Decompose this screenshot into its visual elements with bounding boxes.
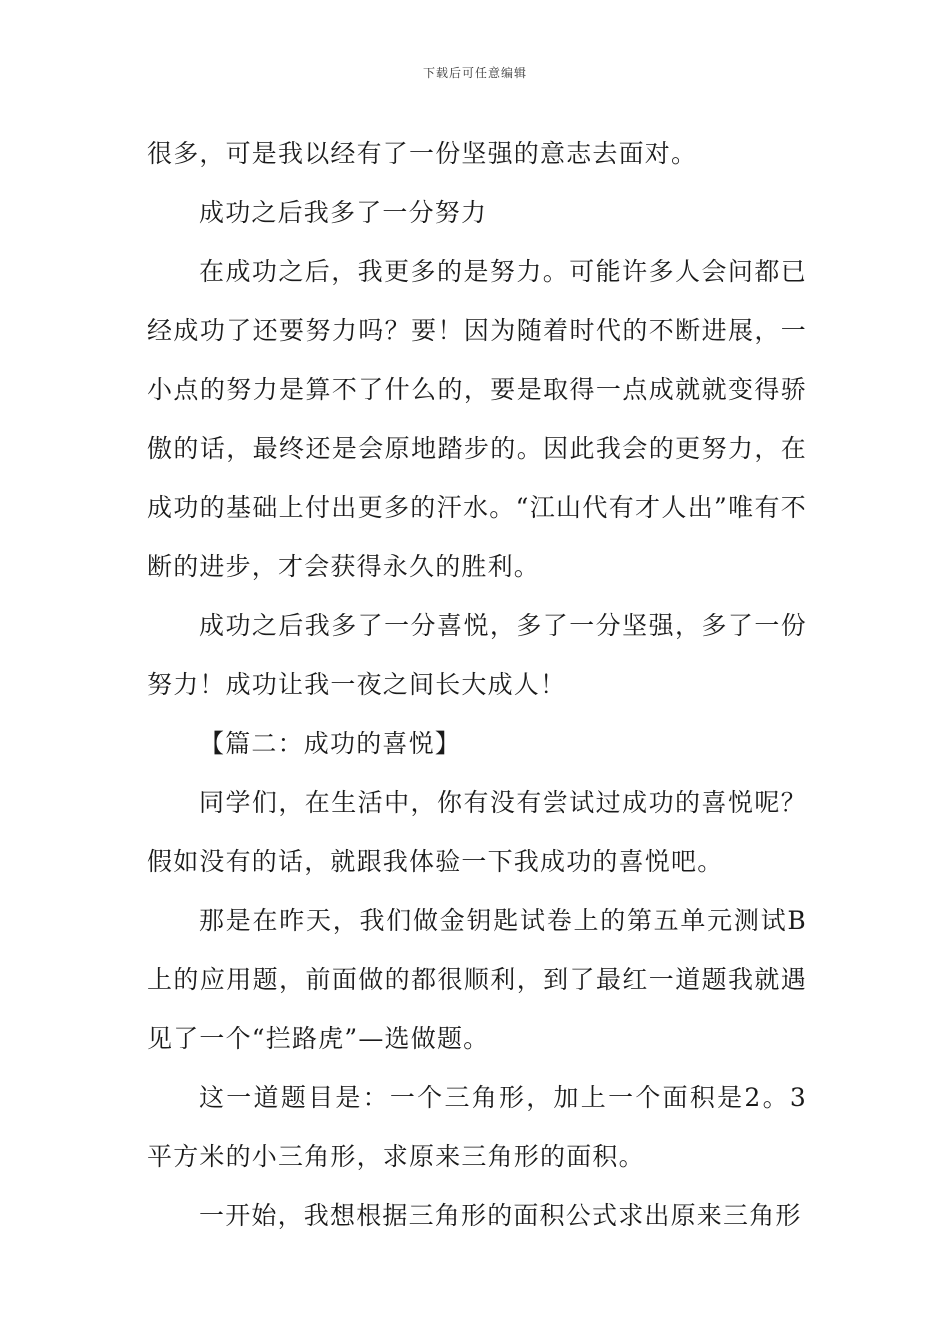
paragraph-intro: 同学们，在生活中，你有没有尝试过成功的喜悦呢？假如没有的话，就跟我体验一下我成功的喜悦吧。 xyxy=(147,788,807,876)
paragraph-effort: 在成功之后，我更多的是努力。可能许多人会问都已经成功了还要努力吗？要！因为随着时代的不断进展，一小点的努力是算不了什么的，要是取得一点成就就变得骄傲的话，最终还是会原地踏步的。因此我会的更努力，在成功的基础上付出更多的汗水。“江山代有才人出”唯有不断的进步，才会获得永久的胜利。 xyxy=(147,257,807,581)
page-header: 下载后可任意编辑 xyxy=(422,66,527,80)
section-heading-part-two: 【篇二：成功的喜悦】 xyxy=(199,729,462,758)
paragraph-yesterday: 那是在昨天，我们做金钥匙试卷上的第五单元测试B上的应用题，前面做的都很顺利，到了最红一道题我就遇见了一个“拦路虎”—选做题。 xyxy=(147,906,807,1053)
document-body xyxy=(147,124,807,1245)
paragraph-summary: 成功之后我多了一分喜悦，多了一分坚强，多了一份努力！成功让我一夜之间长大成人！ xyxy=(147,611,807,699)
section-heading-effort: 成功之后我多了一分努力 xyxy=(199,198,488,227)
paragraph-problem: 这一道题目是：一个三角形，加上一个面积是2。3平方米的小三角形，求原来三角形的面积。 xyxy=(147,1083,807,1171)
paragraph-continuation: 很多，可是我以经有了一份坚强的意志去面对。 xyxy=(147,139,698,168)
paragraph-beginning: 一开始，我想根据三角形的面积公式求出原来三角形 xyxy=(199,1201,802,1230)
